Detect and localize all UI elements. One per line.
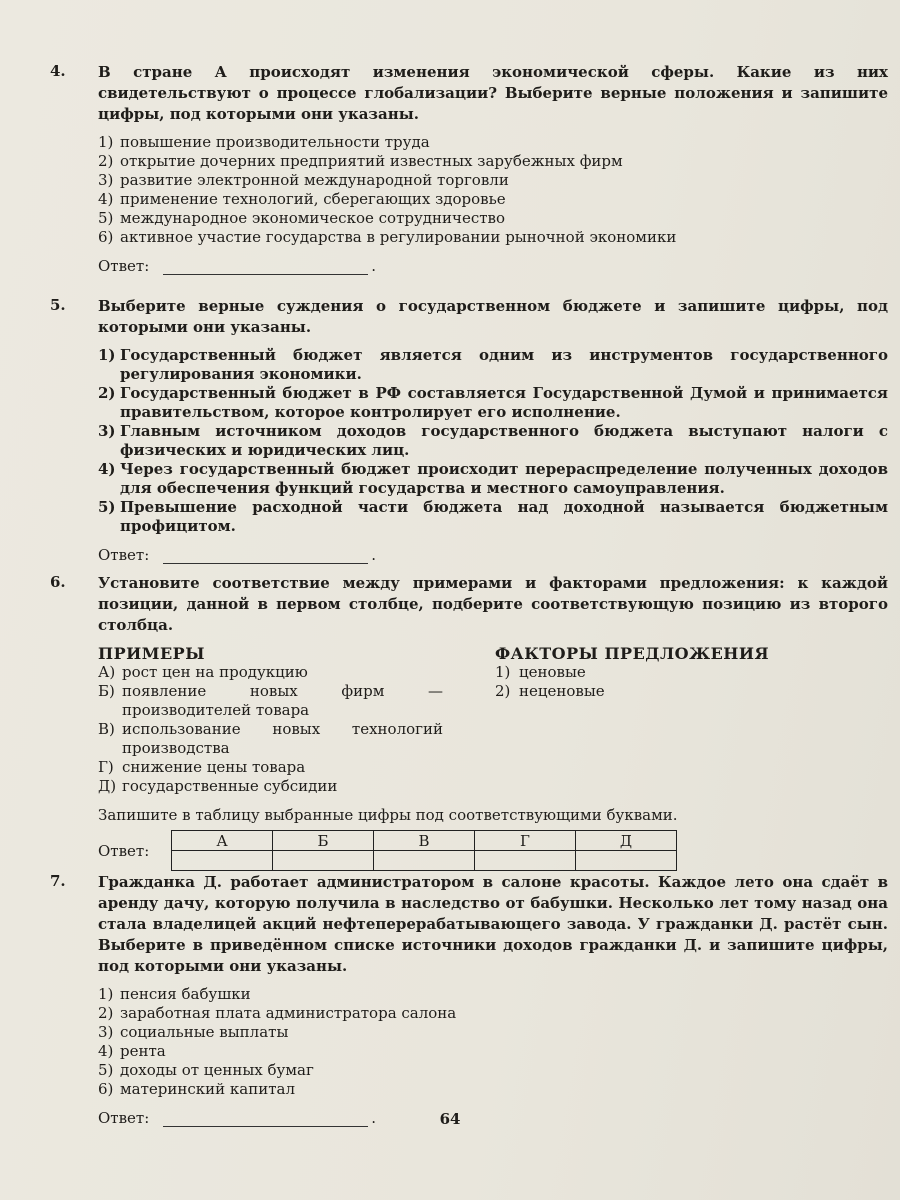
factors-list [495, 663, 875, 701]
table-instruction: Запишите в таблицу выбранные цифры под соответствующими буквами. [98, 806, 678, 824]
option-item: 3) Главным источником доходов государственного бюджета выступают налоги с физических и юридических лиц. [98, 422, 888, 459]
option-item: 1) Государственный бюджет является одним из инструментов государственного регулирования экономики. [98, 346, 888, 383]
answer-row: Ответ: . [98, 1109, 377, 1127]
answer-cell[interactable] [273, 851, 374, 871]
answer-label: Ответ: [98, 1109, 150, 1127]
option-item: 1) пенсия бабушки [98, 985, 251, 1003]
answer-table-row [98, 830, 888, 871]
answer-cell[interactable] [172, 851, 273, 871]
answer-table-header: А [172, 831, 273, 851]
matching-columns [98, 644, 888, 796]
option-item: 3) развитие электронной международной торговли [98, 171, 509, 189]
factor-item: 1) ценовые [495, 663, 586, 681]
examples-heading: ПРИМЕРЫ [98, 644, 205, 663]
answer-line[interactable] [163, 260, 368, 275]
answer-table-header: В [374, 831, 475, 851]
question-number: 5. [50, 296, 66, 314]
answer-cell[interactable] [475, 851, 576, 871]
answer-cell[interactable] [374, 851, 475, 871]
option-item: 2) заработная плата администратора салона [98, 1004, 457, 1022]
answer-row: Ответ: . [98, 546, 377, 564]
option-item: 1) повышение производительности труда [98, 133, 430, 151]
factors-column [495, 644, 875, 796]
answer-line[interactable] [163, 549, 368, 564]
option-item: 2) открытие дочерних предприятий известных зарубежных фирм [98, 152, 623, 170]
option-item: 5) международное экономическое сотрудничество [98, 209, 505, 227]
example-item: Г) снижение цены товара [98, 758, 306, 776]
option-item: 5) доходы от ценных бумаг [98, 1061, 314, 1079]
answer-table-header: Б [273, 831, 374, 851]
question-text: Установите соответствие между примерами и факторами предложения: к каждой позиции, данной в первом столбце, подберите соответствующую позицию из второго столбца. [98, 574, 888, 634]
question-number: 4. [50, 62, 66, 80]
answer-cell[interactable] [576, 851, 677, 871]
option-item: 4) рента [98, 1042, 166, 1060]
option-item: 4) Через государственный бюджет происходит перераспределение полученных доходов для обеспечения функций государства и местного самоуправления. [98, 460, 888, 497]
example-item: Б) появление новых фирм — производителей товара [98, 682, 443, 719]
answer-table-header: Г [475, 831, 576, 851]
option-item: 2) Государственный бюджет в РФ составляется Государственной Думой и принимается правительством, которое контролирует его исполнение. [98, 384, 888, 421]
answer-table [171, 830, 677, 871]
option-item: 4) применение технологий, сберегающих здоровье [98, 190, 506, 208]
option-item: 3) социальные выплаты [98, 1023, 289, 1041]
answer-row: Ответ: . [98, 257, 377, 275]
options-list [98, 133, 888, 247]
question-number: 6. [50, 573, 66, 591]
example-item: Д) государственные субсидии [98, 777, 338, 795]
page-number: 64 [439, 1110, 461, 1128]
options-list [98, 985, 888, 1099]
answer-table-header: Д [576, 831, 677, 851]
options-list [98, 346, 888, 536]
option-item: 6) активное участие государства в регулировании рыночной экономики [98, 228, 677, 246]
examples-list [98, 663, 443, 796]
question-text: Гражданка Д. работает администратором в салоне красоты. Каждое лето она сдаёт в аренду дачу, которую получила в наследство от бабушки. Несколько лет тому назад она стала владелицей акций нефтеперерабатывающего завода. У гражданки Д. растёт сын. Выберите в приведённом списке источники доходов гражданки Д. и запишите цифры, под которыми они указаны. [98, 873, 888, 975]
examples-column [98, 644, 443, 796]
example-item: В) использование новых технологий производства [98, 720, 443, 757]
answer-label: Ответ: [98, 257, 150, 275]
example-item: А) рост цен на продукцию [98, 663, 308, 681]
factors-heading: ФАКТОРЫ ПРЕДЛОЖЕНИЯ [495, 644, 770, 663]
question-number: 7. [50, 872, 66, 890]
answer-label: Ответ: [98, 546, 150, 564]
option-item: 5) Превышение расходной части бюджета над доходной называется бюджетным профицитом. [98, 498, 888, 535]
answer-label: Ответ: [98, 841, 150, 860]
question-text: Выберите верные суждения о государственном бюджете и запишите цифры, под которыми они указаны. [98, 297, 888, 336]
factor-item: 2) неценовые [495, 682, 605, 700]
option-item: 6) материнский капитал [98, 1080, 296, 1098]
question-text: В стране А происходят изменения экономической сферы. Какие из них свидетельствуют о процессе глобализации? Выберите верные положения и запишите цифры, под которыми они указаны. [98, 63, 888, 123]
